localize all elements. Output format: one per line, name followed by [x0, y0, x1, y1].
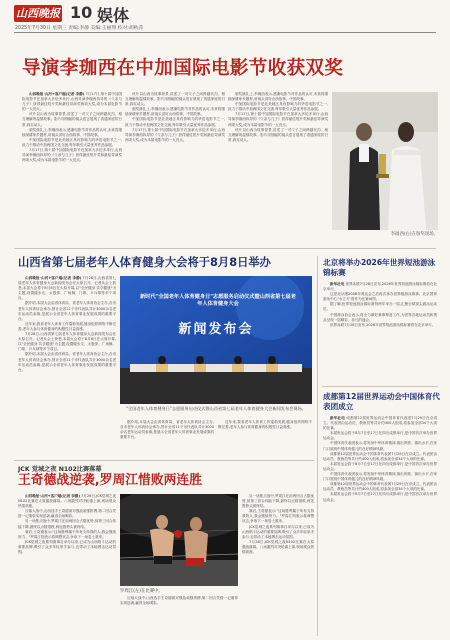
article-2-paragraph: 据介绍,本届大会由省体育局、省老年人体育协会主办,各市老年人体育协会承办,预计全省11个市代表队共计3000余名老年运动员参赛,是展示全省老年人体育事业发展成果的重要平台。: [18, 352, 116, 372]
masthead: [0, 0, 450, 34]
article-3-headline: 王奇德战逆袭,罗周江惜败两连胜: [18, 473, 203, 488]
article-5-paragraph: 本届世运会将于8月7日至17日在四川成都举行,是中国首次举办世界运动会。: [323, 431, 437, 441]
article-1-photo-caption: 李珈西(右)在颁奖现场。: [390, 232, 438, 237]
section-divider: [322, 386, 438, 387]
article-5-paragraph: 成都第12届世界运动会中国体育代表团7月29日在京成立。代表团由运动员、教练员等共计约400人组成,将参加全部34个大项的比赛。: [323, 451, 437, 461]
article-5-paragraph: 中国体育代表团表示,将发扬中华体育精神,赛出风格、赛出水平,在家门口展现中国体育健儿的良好精神风貌。: [323, 441, 437, 451]
article-5-paragraph: 成都第12届世界运动会中国体育代表团7月29日在京成立。代表团由运动员、教练员等共计约400人组成,将参加全部34个大项的比赛。: [323, 416, 437, 431]
article-3-paragraph: 另一场焦点战中,罗周江在前两回合占据优势,但第三回合体能下降,最终以点数惜败,两连胜势头被终结。: [242, 494, 314, 509]
article-3-body-col2: [242, 494, 314, 634]
article-3-body-col3: [120, 596, 238, 634]
article-2-headline: 山西省第七届老年人体育健身大会将于8月8日举办: [18, 256, 271, 269]
article-3-paragraph: 压轴大战中,山西选手王奇德面对强敌顽强拼搏,第二回合凭借一记重拳实现逆袭,赢得全场喝彩。: [18, 509, 116, 519]
article-5-headline: 成都第12届世界运动会中国体育代表团成立: [323, 392, 440, 411]
section-divider: [14, 460, 314, 461]
section-name: 娱体: [97, 6, 130, 25]
article-1-paragraph: 该片以山西为故事背景,讲述了一对父子之间跨越代沟、相互理解的温情故事。影片用细腻的镜头语言展现了普通家庭的日常,真实动人。: [22, 112, 122, 127]
article-3-paragraph: 压轴大战中,山西选手王奇德面对强敌顽强拼搏,第二回合凭借一记重拳实现逆袭,赢得全场喝彩。: [120, 596, 238, 606]
article-5-paragraph: 成都第12届世界运动会中国体育代表团7月29日在京成立。代表团由运动员、教练员等共计约400人组成,将参加全部34个大项的比赛。: [323, 482, 437, 492]
article-3-paragraph: 赛后,王奇德表示:"这场胜利属于所有支持我的人,我会继续努力。"罗周江则表示将调整状态,争取下一场卷土重来。: [18, 529, 116, 539]
article-1-paragraph: 7月17日,第十届中加国际电影节在加拿大多伦多举行,山西导演李珈西执导的《父亲与儿子》获得最佳短片奖和最佳导演奖两项大奖,成为本届电影节的一大亮点。: [125, 127, 225, 142]
article-1-paragraph: 颁奖典礼上,李珈西表示,感谢电影节对作品的认可,未来将继续深耕家乡题材,用镜头讲好山西故事、中国故事。: [125, 107, 225, 117]
article-4-body: [323, 282, 437, 382]
article-4-paragraph: 世界泳联7月28日宣布,2026年世界短池游泳锦标赛将在北京举行。: [323, 282, 437, 292]
article-2-dateline: 山西晚报·山河+客户端(记者 李静): [25, 276, 82, 280]
article-2-paragraph: 据介绍,本届大会由省体育局、省老年人体育协会主办,各市老年人体育协会承办,预计全省11个市代表队共计3000余名老年运动员参赛,是展示全省老年人体育事业发展成果的重要平台。: [18, 301, 116, 321]
article-1-paragraph: 中加国际电影节是北美地区具有影响力的华语电影节之一,致力于推动中加两国文化交流,每年吸引大量优秀作品参展。: [125, 117, 225, 127]
article-1-dateline: 山西晚报·山河+客户端(记者 李静): [29, 92, 85, 96]
article-2-paragraph: 近年来,我省老年人体育工作蓬勃发展,健身组织网络不断完善,老年人参与体育健身的积极性日益高涨。: [18, 321, 116, 331]
article-3-kicker: JCK 觉城之夜 N102比赛落幕: [18, 466, 102, 473]
article-1-headline: 导演李珈西在中加国际电影节收获双奖: [22, 58, 344, 79]
article-1-photo: [332, 92, 438, 230]
article-2-body-col2: [120, 420, 214, 456]
article-1-paragraph: 7月17日,第十届中加国际电影节在加拿大多伦多举行,山西导演李珈西执导的《父亲与儿子》获得最佳短片奖和最佳导演奖两项大奖,成为本届电影节的一大亮点。: [22, 92, 122, 112]
banner-main-text: 新时代"全国老年人体育健身日"志愿服务启动仪式暨山西省第七届老年人体育健身大会: [140, 294, 296, 307]
article-4-paragraph: 中国游泳协会表示,将全力做好赛事筹备工作,为世界各地运动员和观众呈现一届精彩、非凡的盛会。: [323, 312, 437, 322]
article-3-paragraph: 另一场焦点战中,罗周江在前两回合占据优势,但第三回合体能下降,最终以点数惜败,两连胜势头被终结。: [18, 519, 116, 529]
article-3-photo: [120, 494, 238, 586]
article-3-paragraph: 7月26日,JCK觉城之夜N102比赛在太原激战落幕。八场激烈对决轮番上演,现场观众热情高涨。: [242, 539, 314, 555]
article-3-dateline: 山西晚报·山河+客户端(记者 李静): [25, 494, 80, 498]
article-3-paragraph: JCK觉城之夜系列赛事自举办以来,已成为山西格斗运动的重要品牌,吸引了众多年轻拳手参与,也带动了本地搏击运动氛围。: [242, 524, 314, 539]
article-4-headline: 北京将举办2026年世界短池游泳锦标赛: [323, 258, 436, 277]
article-3-body-col1: [18, 494, 116, 634]
award-ceremony-photo: [332, 92, 438, 230]
article-5-paragraph: 本届世运会将于8月7日至17日在四川成都举行,是中国首次举办世界运动会。: [323, 492, 437, 502]
column-divider: [317, 256, 318, 636]
article-1-body-col1: [22, 92, 122, 242]
article-1-body-col2: [125, 92, 225, 242]
article-1-paragraph: 颁奖典礼上,李珈西表示,感谢电影节对作品的认可,未来将继续深耕家乡题材,用镜头讲好山西故事、中国故事。: [22, 127, 122, 137]
article-2-paragraph: 据介绍,本届大会由省体育局、省老年人体育协会主办,各市老年人体育协会承办,预计全省11个市代表队共计3000余名老年运动员参赛,是展示全省老年人体育事业发展成果的重要平台。: [120, 420, 214, 440]
article-1-paragraph: 中加国际电影节是北美地区具有影响力的华语电影节之一,致力于推动中加两国文化交流,每年吸引大量优秀作品参展。: [228, 102, 328, 112]
article-1-body-col3: [228, 92, 328, 242]
article-1-paragraph: 该片以山西为故事背景,讲述了一对父子之间跨越代沟、相互理解的温情故事。影片用细腻的镜头语言展现了普通家庭的日常,真实动人。: [228, 127, 328, 142]
article-1-paragraph: 颁奖典礼上,李珈西表示,感谢电影节对作品的认可,未来将继续深耕家乡题材,用镜头讲好山西故事、中国故事。: [228, 92, 328, 102]
article-5-paragraph: 中国体育代表团表示,将发扬中华体育精神,赛出风格、赛出水平,在家门口展现中国体育健儿的良好精神风貌。: [323, 472, 437, 482]
section-divider: [14, 248, 436, 249]
banner-sub-text: 新闻发布会: [178, 322, 254, 337]
page-number: 10: [70, 3, 93, 22]
article-1-paragraph: 中加国际电影节是北美地区具有影响力的华语电影节之一,致力于推动中加两国文化交流,每年吸引大量优秀作品参展。: [22, 137, 122, 147]
article-2-paragraph: 近年来,我省老年人体育工作蓬勃发展,健身组织网络不断完善,老年人参与体育健身的积极性日益高涨。: [218, 420, 312, 430]
article-5-body: [323, 416, 437, 634]
article-5-paragraph: 本届世运会将于8月7日至17日在四川成都举行,是中国首次举办世界运动会。: [323, 461, 437, 471]
article-3-photo-caption: 罗周江(左)在比赛中。: [120, 589, 163, 594]
article-3-paragraph: JCK觉城之夜系列赛事自举办以来,已成为山西格斗运动的重要品牌,吸引了众多年轻拳手参与,也带动了本地搏击运动氛围。: [18, 539, 116, 555]
article-1-paragraph: 7月17日,第十届中加国际电影节在加拿大多伦多举行,山西导演李珈西执导的《父亲与儿子》获得最佳短片奖和最佳导演奖两项大奖,成为本届电影节的一大亮点。: [22, 148, 122, 163]
article-4-dateline: 新华社电: [330, 282, 345, 286]
newspaper-logo: 山西晚报: [16, 7, 60, 20]
article-2-photo-caption: "全国老年人体育健身日"志愿服务启动仪式暨山西省第七届老年人体育健身大会新闻发布会现场。: [126, 406, 306, 411]
article-2-paragraph: 7月28日,山西省第七届老年人体育健身大会新闻发布会在太原召开。记者从会上获悉,本届大会将于8月8日在太原开幕,以"全民健身 共享健康"为主题,设置健步走、太极拳、广场舞、门球、乒乓球等多个项目。: [18, 276, 116, 301]
article-2-body-col1: [18, 276, 116, 454]
article-1-paragraph: 7月17日,第十届中加国际电影节在加拿大多伦多举行,山西导演李珈西执导的《父亲与儿子》获得最佳短片奖和最佳导演奖两项大奖,成为本届电影节的一大亮点。: [228, 112, 328, 127]
article-1-paragraph: 该片以山西为故事背景,讲述了一对父子之间跨越代沟、相互理解的温情故事。影片用细腻的镜头语言展现了普通家庭的日常,真实动人。: [125, 92, 225, 107]
masthead-info: 2025年7月30日 星期三 责编:李静 美编:王丽翔 校对:胡秋萍: [15, 26, 144, 31]
masthead-divider: [14, 32, 436, 33]
article-2-body-col3: [218, 420, 312, 456]
article-3-paragraph: 赛后,王奇德表示:"这场胜利属于所有支持我的人,我会继续努力。"罗周江则表示将调整状态,争取下一场卷土重来。: [242, 509, 314, 524]
article-2-paragraph: 7月28日,山西省第七届老年人体育健身大会新闻发布会在太原召开。记者从会上获悉,本届大会将于8月8日在太原开幕,以"全民健身 共享健康"为主题,设置健步走、太极拳、广场舞、门球、乒乓球等多个项目。: [18, 332, 116, 352]
article-5-dateline: 新华社电: [330, 416, 346, 420]
article-4-paragraph: 这是北京继2008年奥运会之后再次承办世界级游泳赛事。北京国家游泳中心"水立方"将作为比赛场馆。: [323, 292, 437, 302]
article-4-paragraph: 据了解,世界短池游泳锦标赛每两年举办一届,汇聚全球顶尖游泳运动员。: [323, 302, 437, 312]
article-2-photo: [120, 276, 312, 404]
article-4-paragraph: 世界泳联7月28日宣布,2026年世界短池游泳锦标赛将在北京举行。: [330, 322, 436, 327]
mma-fight-photo: [120, 494, 238, 586]
article-3-paragraph: 7月26日,JCK觉城之夜N102比赛在太原激战落幕。八场激烈对决轮番上演,现场观众热情高涨。: [18, 494, 116, 509]
